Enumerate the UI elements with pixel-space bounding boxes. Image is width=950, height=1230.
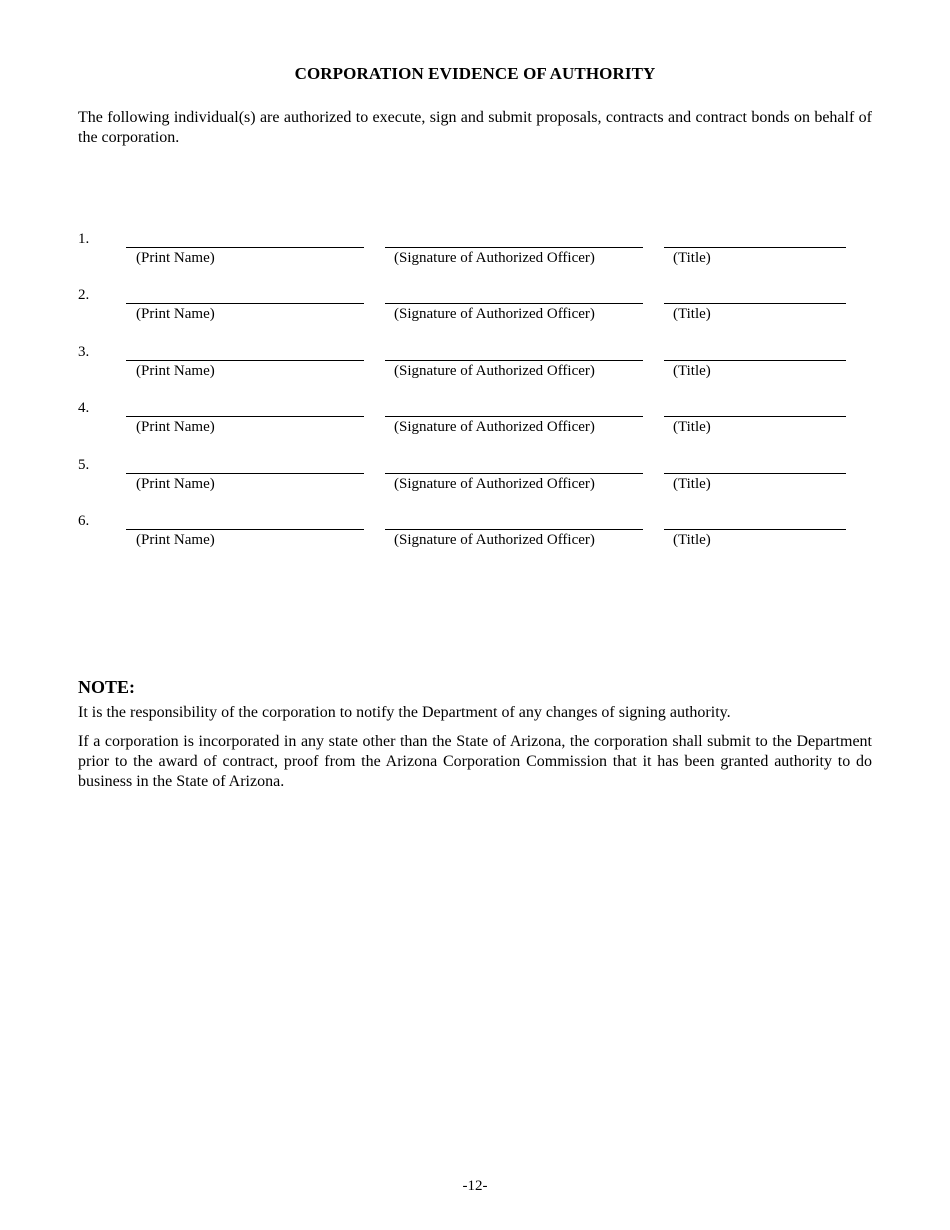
print-name-caption: (Print Name) [136,419,215,436]
signatory-row-2 [0,285,950,341]
print-name-caption: (Print Name) [136,475,215,492]
signature-line[interactable] [385,473,643,474]
print-name-line[interactable] [126,247,364,248]
print-name-caption: (Print Name) [136,250,215,266]
signature-caption: (Signature of Authorized Officer) [394,531,595,548]
signature-caption: (Signature of Authorized Officer) [394,362,595,379]
note-paragraph-out-of-state: If a corporation is incorporated in any state other than the State of Arizona, the corporation shall submit to the Department prior to the award of contract, proof from the Arizona Corporation Commission that it has been granted authority to do business in the State of Arizona. [78,733,872,790]
row-number: 1. [78,231,90,247]
title-line[interactable] [664,247,846,248]
page-number: -12- [462,1178,488,1194]
signature-line[interactable] [385,529,643,530]
signatory-list [0,229,950,567]
title-caption: (Title) [673,362,711,379]
signature-line[interactable] [385,416,643,417]
print-name-line[interactable] [126,360,364,361]
title-line[interactable] [664,529,846,530]
signature-caption: (Signature of Authorized Officer) [394,419,595,436]
signatory-row-6 [0,511,950,567]
note-heading: NOTE: [78,677,136,697]
title-line[interactable] [664,473,846,474]
row-number: 4. [78,400,90,417]
signature-line[interactable] [385,360,643,361]
signatory-row-4 [0,398,950,454]
document-title: CORPORATION EVIDENCE OF AUTHORITY [294,64,656,83]
print-name-caption: (Print Name) [136,306,215,323]
row-number: 2. [78,287,90,304]
print-name-caption: (Print Name) [136,531,215,548]
title-caption: (Title) [673,250,711,266]
title-caption: (Title) [673,306,711,323]
title-caption: (Title) [673,419,711,436]
signature-line[interactable] [385,303,643,304]
title-line[interactable] [664,360,846,361]
print-name-line[interactable] [126,529,364,530]
title-caption: (Title) [673,475,711,492]
title-line[interactable] [664,416,846,417]
row-number: 3. [78,343,90,360]
signatory-row-1 [0,229,950,285]
signature-caption: (Signature of Authorized Officer) [394,250,595,266]
row-number: 5. [78,456,90,473]
intro-paragraph: The following individual(s) are authorized to execute, sign and submit proposals, contracts and contract bonds on behalf of the corporation. [78,109,872,146]
signatory-row-3 [0,342,950,398]
signature-line[interactable] [385,247,643,248]
title-caption: (Title) [673,531,711,548]
print-name-line[interactable] [126,303,364,304]
print-name-line[interactable] [126,473,364,474]
print-name-caption: (Print Name) [136,362,215,379]
title-line[interactable] [664,303,846,304]
row-number: 6. [78,512,90,529]
signature-caption: (Signature of Authorized Officer) [394,306,595,323]
signature-caption: (Signature of Authorized Officer) [394,475,595,492]
print-name-line[interactable] [126,416,364,417]
signatory-row-5 [0,455,950,511]
note-paragraph-responsibility: It is the responsibility of the corporation to notify the Department of any changes of signing authority. [78,704,731,721]
